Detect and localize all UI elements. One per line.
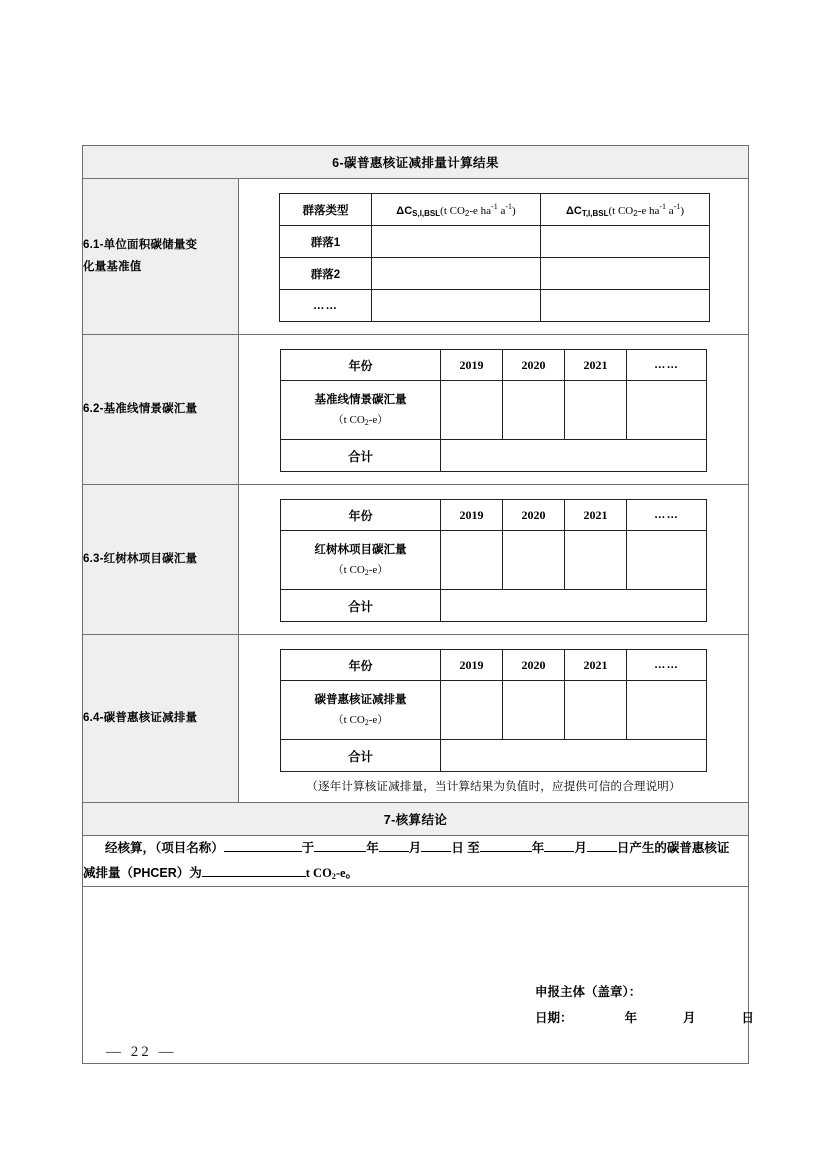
end-year-blank[interactable] [480, 851, 532, 852]
total-label-6-3: 合计 [281, 590, 441, 622]
end-month-blank[interactable] [544, 851, 574, 852]
mangrove-project-carbon-sink-table [280, 499, 707, 622]
table-row [280, 258, 710, 290]
conclusion-text [83, 836, 749, 887]
year-2021: 2021 [565, 500, 627, 531]
value-6-4-2021[interactable] [565, 681, 627, 740]
date-row [535, 1005, 754, 1031]
year-2019: 2019 [441, 650, 503, 681]
conclusion-part-4: 月 [408, 841, 422, 855]
row-6-3 [83, 485, 749, 635]
table-header-row [281, 650, 707, 681]
community-baseline-table [279, 193, 710, 322]
table-total-row [281, 440, 707, 472]
start-year-blank[interactable] [314, 851, 366, 852]
total-value-6-2[interactable] [441, 440, 707, 472]
start-month-blank[interactable] [379, 851, 409, 852]
value-6-4-2019[interactable] [441, 681, 503, 740]
section6-header-row [83, 146, 749, 179]
table-row [281, 681, 707, 740]
section7-title: 7-核算结论 [83, 803, 749, 836]
value-6-3-2020[interactable] [503, 531, 565, 590]
date-month-unit: 月 [683, 1011, 696, 1026]
community-1-value-s[interactable] [372, 226, 541, 258]
value-6-2-2021[interactable] [565, 381, 627, 440]
community-more-value-s[interactable] [372, 290, 541, 322]
label-6-1 [83, 179, 239, 335]
conclusion-part-5: 日 至 [451, 841, 480, 855]
date-year-unit: 年 [624, 1011, 638, 1026]
label-6-2: 6.2-基准线情景碳汇量 [83, 335, 239, 485]
date-label: 日期： [535, 1011, 573, 1026]
metric-unit-6-2: （t CO2-e） [332, 413, 389, 427]
header-delta-c-t: $\Delta C_{T,I,BSL}(t$ $CO_2-e$ $ha^{-1}$ $a^{-1}$) [541, 194, 710, 226]
total-value-6-3[interactable] [441, 590, 707, 622]
year-ellipsis: …… [627, 350, 707, 381]
end-day-blank[interactable] [587, 851, 617, 852]
metric-label-6-2 [281, 381, 441, 440]
table-row [280, 290, 710, 322]
sub-t-i-bsl: T,I,BSL [581, 208, 609, 218]
row-6-4 [83, 635, 749, 803]
metric-unit-6-4: （t CO2-e） [332, 713, 389, 727]
project-name-blank[interactable] [224, 851, 302, 852]
year-2021: 2021 [565, 650, 627, 681]
conclusion-part-6: 年 [531, 841, 545, 855]
year-2020: 2020 [503, 500, 565, 531]
value-6-2-more[interactable] [627, 381, 707, 440]
metric-name-6-2: 基准线情景碳汇量 [314, 393, 407, 406]
community-name-more: …… [280, 290, 372, 322]
conclusion-part-8: 日产生的碳普惠核证 [616, 841, 730, 855]
form-table [82, 145, 755, 1064]
value-6-2-2019[interactable] [441, 381, 503, 440]
conclusion-part-7: 月 [574, 841, 587, 855]
conclusion-part-1: 经核算，（项目名称） [105, 841, 224, 855]
table-row [281, 531, 707, 590]
conclusion-part-3: 年 [366, 841, 379, 855]
section6-title: 6-碳普惠核证减排量计算结果 [83, 146, 749, 179]
note-6-4: （逐年计算核证减排量，当计算结果为负值时，应提供可信的合理说明） [306, 781, 681, 793]
value-6-4-2020[interactable] [503, 681, 565, 740]
label-6-3: 6.3-红树林项目碳汇量 [83, 485, 239, 635]
table-total-row [281, 590, 707, 622]
sub-s-i-bsl: S,I,BSL [412, 208, 441, 218]
total-label-6-2: 合计 [281, 440, 441, 472]
table-header-row [281, 350, 707, 381]
content-6-1 [239, 179, 749, 335]
value-6-2-2020[interactable] [503, 381, 565, 440]
section7-header-row [83, 803, 749, 836]
metric-unit-6-3: （t CO2-e） [332, 563, 389, 577]
table-row [280, 226, 710, 258]
year-2020: 2020 [503, 650, 565, 681]
value-6-3-more[interactable] [627, 531, 707, 590]
header-delta-c-s: $\Delta C_{S,I,BSL}(t$ $CO_2-e$ $ha^{-1}$ $a^{-1}$) [372, 194, 541, 226]
year-2021: 2021 [565, 350, 627, 381]
community-more-value-t[interactable] [541, 290, 710, 322]
value-6-3-2021[interactable] [565, 531, 627, 590]
metric-name-6-3: 红树林项目碳汇量 [314, 543, 407, 556]
content-6-4 [239, 635, 749, 803]
total-label-6-4: 合计 [281, 740, 441, 772]
table-header-row [281, 500, 707, 531]
baseline-carbon-sink-table [280, 349, 707, 472]
date-day-unit: 日 [741, 1011, 755, 1026]
content-6-2 [239, 335, 749, 485]
page-number: — 22 — [106, 1044, 177, 1060]
community-2-value-s[interactable] [372, 258, 541, 290]
start-day-blank[interactable] [421, 851, 451, 852]
phcer-unit: t CO2-e。 [305, 866, 359, 881]
metric-label-6-3 [281, 531, 441, 590]
conclusion-part-2: 于 [301, 841, 315, 855]
table-header-row [280, 194, 710, 226]
header-community-type: 群落类型 [280, 194, 372, 226]
metric-name-6-4: 碳普惠核证减排量 [314, 693, 407, 706]
phcer-reduction-table [280, 649, 707, 772]
label-6-1-line2: 化量基准值 [83, 260, 142, 273]
phcer-table-wrap [239, 635, 748, 774]
label-6-1-line1: 6.1-单位面积碳储量变 [83, 239, 198, 252]
year-2020: 2020 [503, 350, 565, 381]
signature-block [535, 979, 754, 1032]
header-year: 年份 [281, 350, 441, 381]
community-1-value-t[interactable] [541, 226, 710, 258]
year-2019: 2019 [441, 350, 503, 381]
row-conclusion [83, 836, 749, 887]
value-6-4-more[interactable] [627, 681, 707, 740]
row-6-1 [83, 179, 749, 335]
applicant-label: 申报主体（盖章）： [535, 985, 642, 999]
row-6-2 [83, 335, 749, 485]
total-value-6-4[interactable] [441, 740, 707, 772]
metric-label-6-4 [281, 681, 441, 740]
value-6-3-2019[interactable] [441, 531, 503, 590]
table-row [281, 381, 707, 440]
content-6-3 [239, 485, 749, 635]
phcer-amount-blank[interactable] [202, 876, 306, 877]
row-signature [83, 887, 749, 1064]
year-ellipsis: …… [627, 500, 707, 531]
year-2019: 2019 [441, 500, 503, 531]
community-table-wrap [239, 179, 748, 334]
header-year: 年份 [281, 500, 441, 531]
project-carbon-table-wrap [239, 485, 748, 634]
community-2-value-t[interactable] [541, 258, 710, 290]
community-name-2: 群落2 [280, 258, 372, 290]
year-ellipsis: …… [627, 650, 707, 681]
signature-area [83, 887, 755, 1064]
table-total-row [281, 740, 707, 772]
community-name-1: 群落1 [280, 226, 372, 258]
label-6-4: 6.4-碳普惠核证减排量 [83, 635, 239, 803]
header-year: 年份 [281, 650, 441, 681]
conclusion-part-9: 减排量（PHCER）为 [83, 866, 202, 880]
baseline-carbon-table-wrap [239, 335, 748, 484]
